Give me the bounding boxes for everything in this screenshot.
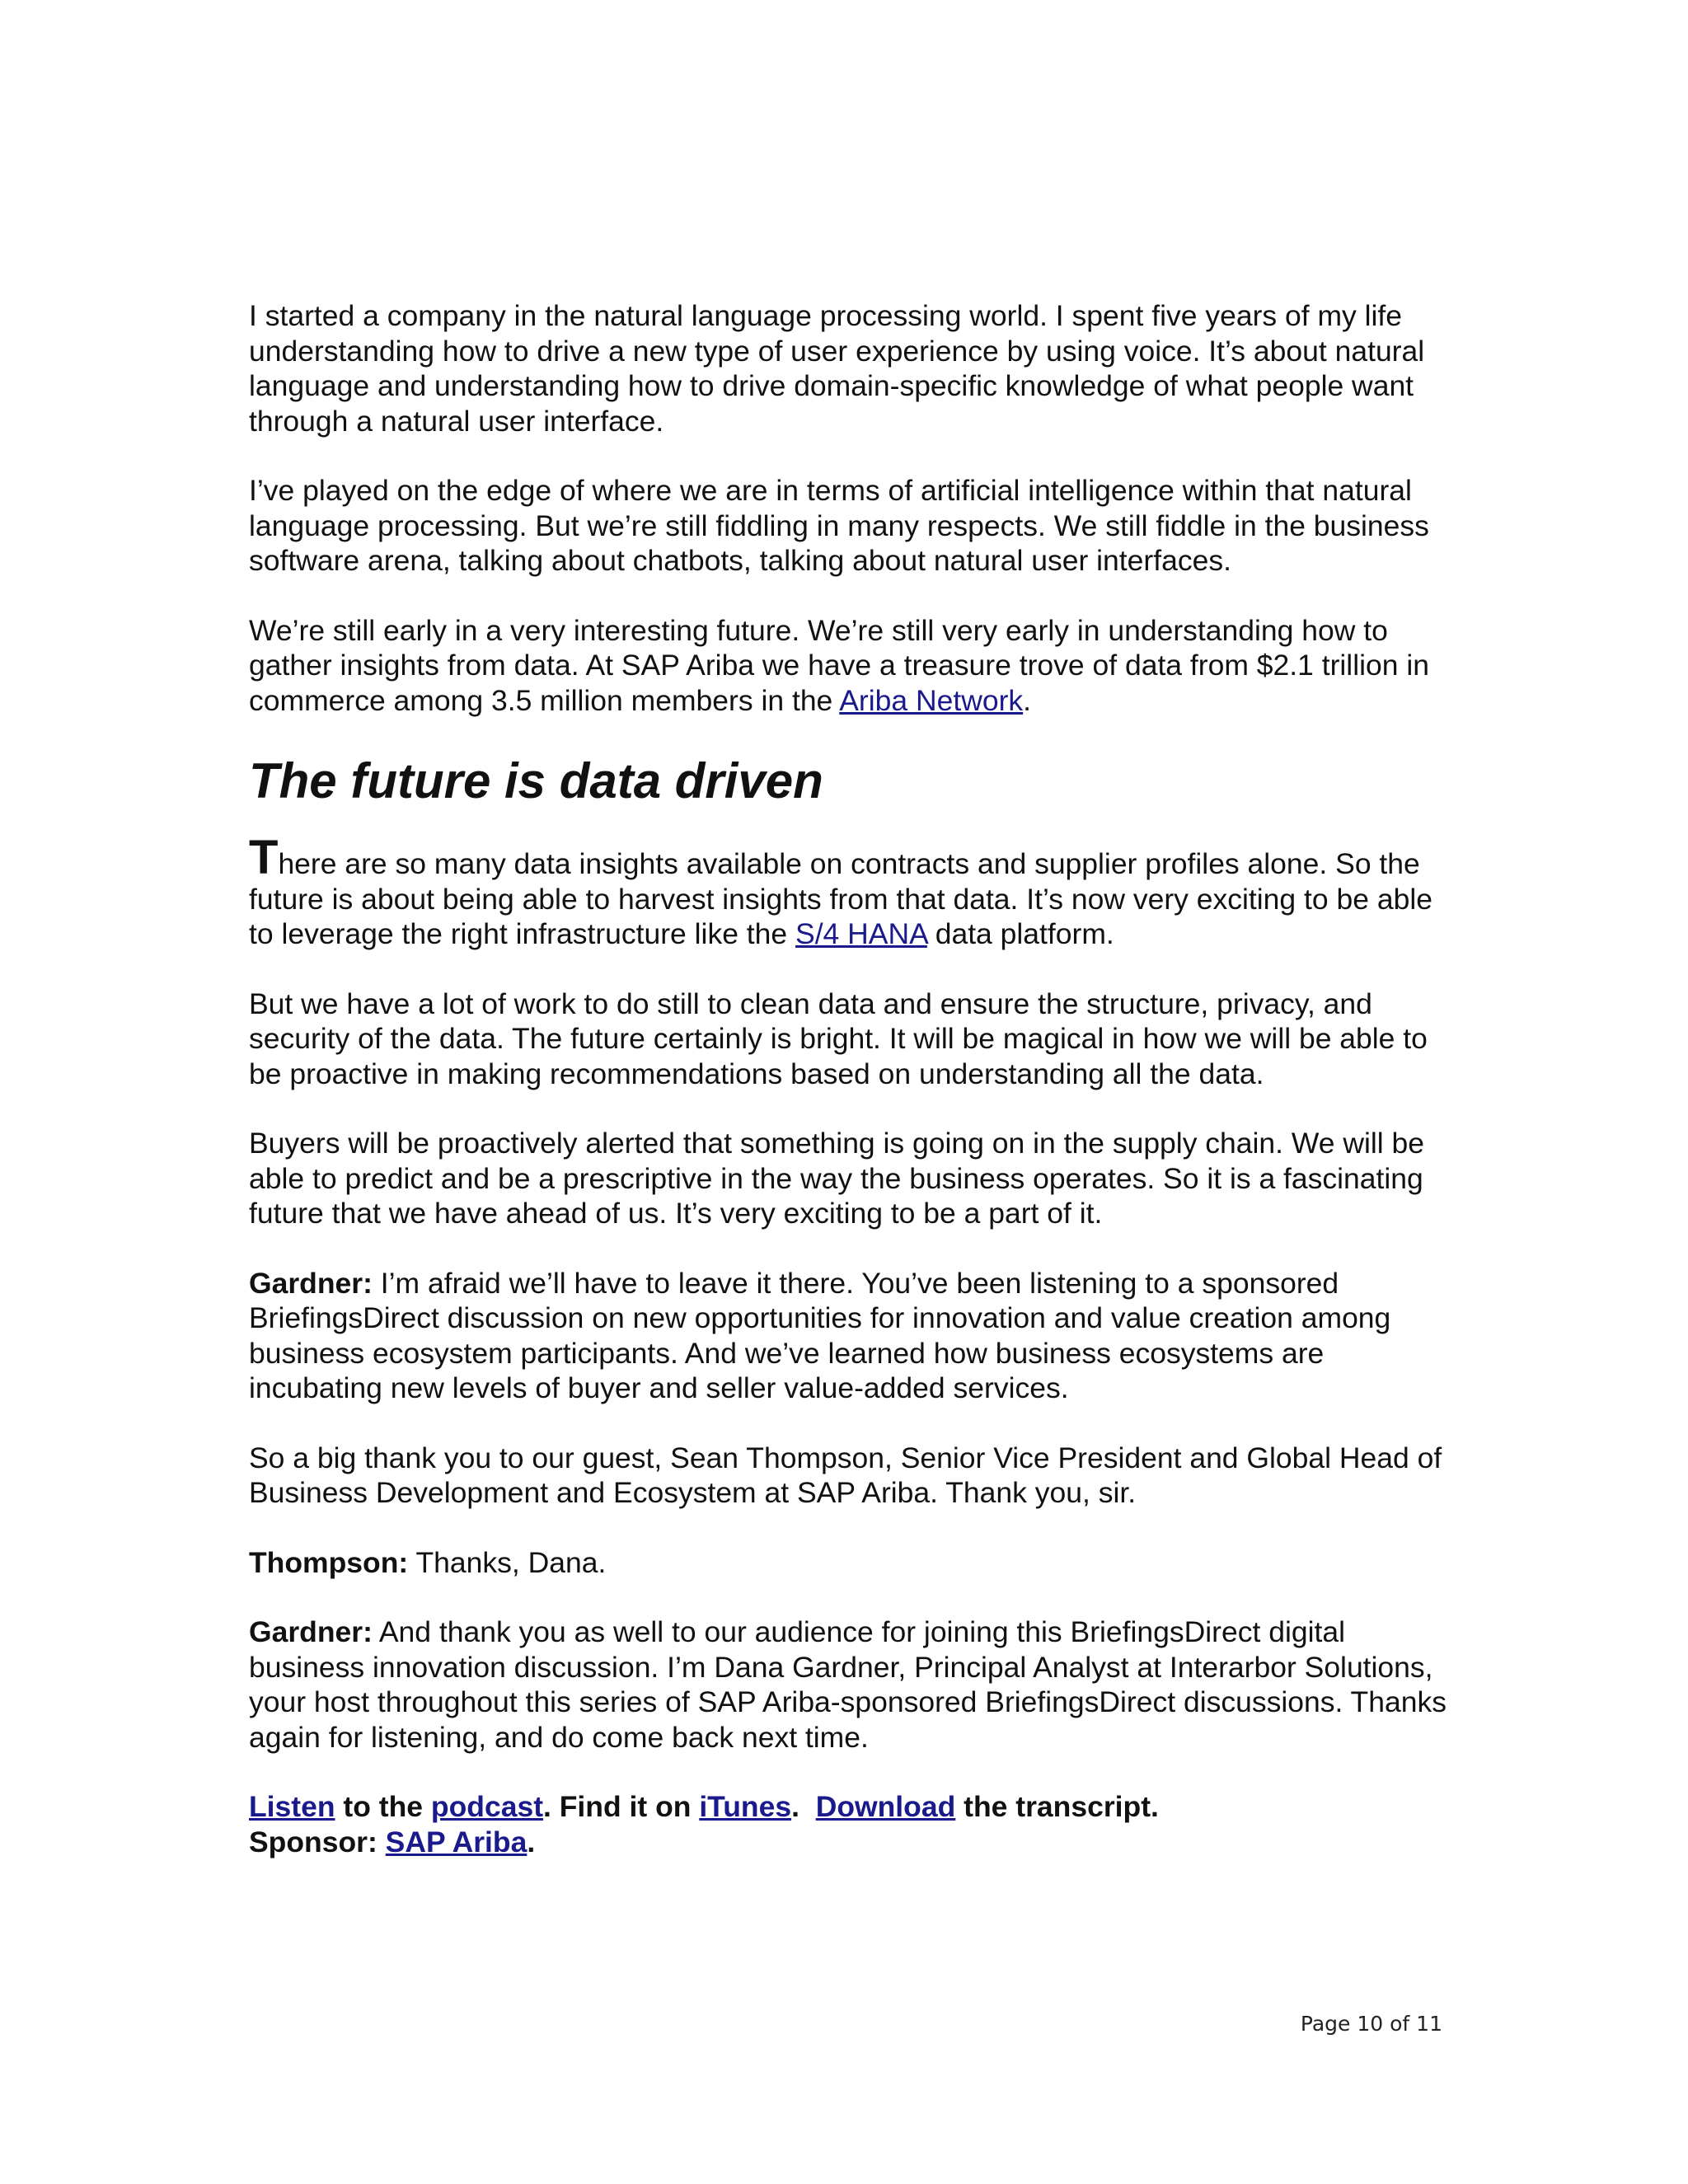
ariba-network-link[interactable]: Ariba Network (839, 683, 1024, 717)
listen-link[interactable]: Listen (249, 1790, 335, 1823)
footer-text-find: . Find it on (543, 1790, 700, 1823)
footer-links (249, 1789, 1452, 1859)
download-link[interactable]: Download (815, 1790, 956, 1823)
paragraph-5: But we have a lot of work to do still to clean data and ensure the structure, privacy, and security of the data. The future certainly is bright. It will be magical in how we will be able to be proactive in making recommendations based on understanding all the data. (249, 987, 1428, 1090)
podcast-link[interactable]: podcast (430, 1790, 544, 1823)
speaker-gardner-2: Gardner: (249, 1615, 373, 1648)
s4-hana-link[interactable]: S/4 HANA (795, 917, 927, 950)
thanks-paragraph: So a big thank you to our guest, Sean Thompson, Senior Vice President and Global Head of Business Development and Ecosystem at SAP Ariba. Thank you, sir. (249, 1441, 1442, 1509)
speaker-gardner: Gardner: (249, 1266, 373, 1300)
footer-text-dot: . (791, 1790, 816, 1823)
thompson-reply-text: Thanks, Dana. (408, 1545, 607, 1579)
sap-ariba-link[interactable]: SAP Ariba (385, 1825, 528, 1858)
paragraph-4 (249, 831, 1452, 952)
footer-text-to-the: to the (335, 1790, 431, 1823)
page-content (249, 298, 1452, 1859)
paragraph-3 (249, 613, 1452, 719)
gardner-final-text: And thank you as well to our audience for joining this BriefingsDirect digital business innovation discussion. I’m Dana Gardner, Principal Analyst at Interarbor Solutions, your host throughout this series of SAP Ariba-sponsored BriefingsDirect discussions. Thanks again for listening, and do come back next time. (249, 1615, 1447, 1754)
sponsor-end: . (527, 1825, 536, 1858)
paragraph-4-end: data platform. (926, 917, 1114, 950)
sponsor-label: Sponsor: (249, 1825, 386, 1858)
gardner-closing-text: I’m afraid we’ll have to leave it there. You’ve been listening to a sponsored BriefingsDirect discussion on new opportunities for innovation and value creation among business ecosystem participants. And we’ve learned how business ecosystems are incubating new levels of buyer and seller value-added services. (249, 1266, 1391, 1404)
paragraph-4-text: here are so many data insights available on contracts and supplier profiles alone. So the future is about being able to harvest insights from that data. It’s now very exciting to be able to leverage the right infrastructure like the (249, 847, 1432, 950)
itunes-link[interactable]: iTunes (699, 1790, 792, 1823)
gardner-closing (249, 1266, 1452, 1406)
page-number: Page 10 of 11 (1300, 2012, 1442, 2036)
speaker-thompson: Thompson: (249, 1545, 409, 1579)
paragraph-6: Buyers will be proactively alerted that something is going on in the supply chain. We will be able to predict and be a prescriptive in the way the business operates. So it is a fascinating future that we have ahead of us. It’s very exciting to be a part of it. (249, 1127, 1425, 1230)
paragraph-2: I’ve played on the edge of where we are in terms of artificial intelligence within that natural language processing. But we’re still fiddling in many respects. We still fiddle in the business software arena, talking about chatbots, talking about natural user interfaces. (249, 474, 1429, 577)
thompson-reply (249, 1545, 1452, 1581)
paragraph-3-text: We’re still early in a very interesting future. We’re still very early in understanding how to gather insights from data. At SAP Ariba we have a treasure trove of data from $2.1 trillion in commerce among 3.5 million members in the (249, 613, 1429, 717)
paragraph-1: I started a company in the natural language processing world. I spent five years of my life understanding how to drive a new type of user experience by using voice. It’s about natural language and understanding how to drive domain-specific knowledge of what people want through a natural user interface. (249, 299, 1425, 438)
gardner-final (249, 1615, 1452, 1755)
section-heading: The future is data driven (249, 753, 823, 808)
paragraph-3-end: . (1023, 683, 1032, 717)
footer-text-transcript: the transcript. (955, 1790, 1159, 1823)
drop-cap: T (249, 831, 279, 884)
